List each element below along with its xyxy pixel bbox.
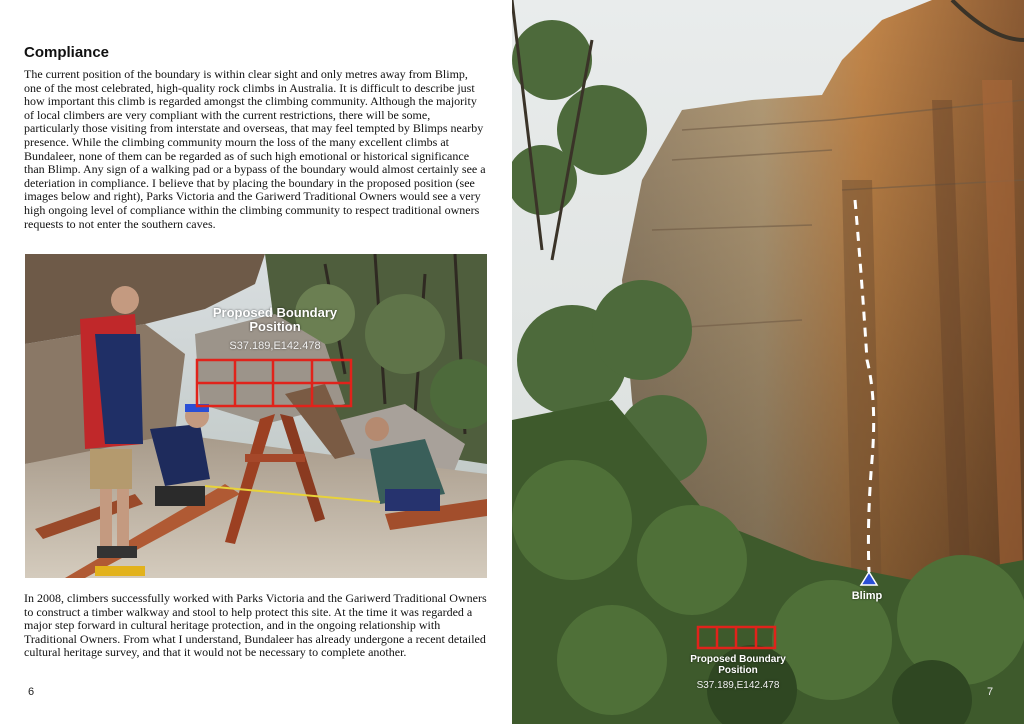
photo-coordinates: S37.189,E142.478	[229, 340, 321, 352]
photo-boundary-label-line2: Position	[249, 318, 301, 334]
cliff-boundary-label-line2: Position	[718, 664, 758, 676]
page-number-right: 7	[987, 686, 994, 698]
cliff-boundary-label-line1: Proposed Boundary	[690, 654, 786, 665]
blimp-label: Blimp	[851, 590, 883, 602]
climbers-photo-illustration	[25, 254, 487, 578]
history-paragraph: In 2008, climbers successfully worked with Parks Victoria and the Gariwerd Traditional Owners to construct a timber walkway and stool to help protect this site. At the time it was regarded a major step forward in cultural heritage protection, and in the ongoing relationship with Traditional Owners. From what I understand, Bundaleer has already undergone a recent detailed cultural heritage survey, and that it would not be necessary to complete another.	[24, 591, 487, 660]
cliff-boundary-label	[678, 655, 798, 676]
climbers-photo	[25, 254, 487, 578]
cliff-coordinates: S37.189,E142.478	[696, 680, 780, 691]
cliff-photo	[512, 0, 1024, 724]
photo-boundary-label-line1: Proposed Boundary	[212, 305, 338, 320]
photo-boundary-label	[195, 306, 355, 333]
page-number-left: 6	[28, 686, 35, 698]
section-heading: Compliance	[24, 44, 110, 61]
intro-paragraph: The current position of the boundary is within clear sight and only metres away from Blimp, one of the most celebrated, high-quality rock climbs in Australia. It is difficult to describe just how important this climb is regarded amongst the climbing community. Although the majority of local climbers are very compliant with the current restrictions, there will be some, particularly those visiting from interstate and overseas, that may feel tempted by Blimps nearby presence. While the climbing community mourn the loss of the many excellent climbs at Bundaleer, none of them can be regarded as of such high emotional or historical significance than Blimp. Any sign of a walking pad or a bypass of the boundary would almost certainly see a deteriation in compliance. I believe that by placing the boundary in the proposed position (see images below and right), Parks Victoria and the Gariwerd Traditional Owners would see a very high ongoing level of compliance within the climbing community to respect traditional owners requests to not enter the southern caves.	[24, 67, 486, 231]
right-page	[512, 0, 1024, 724]
